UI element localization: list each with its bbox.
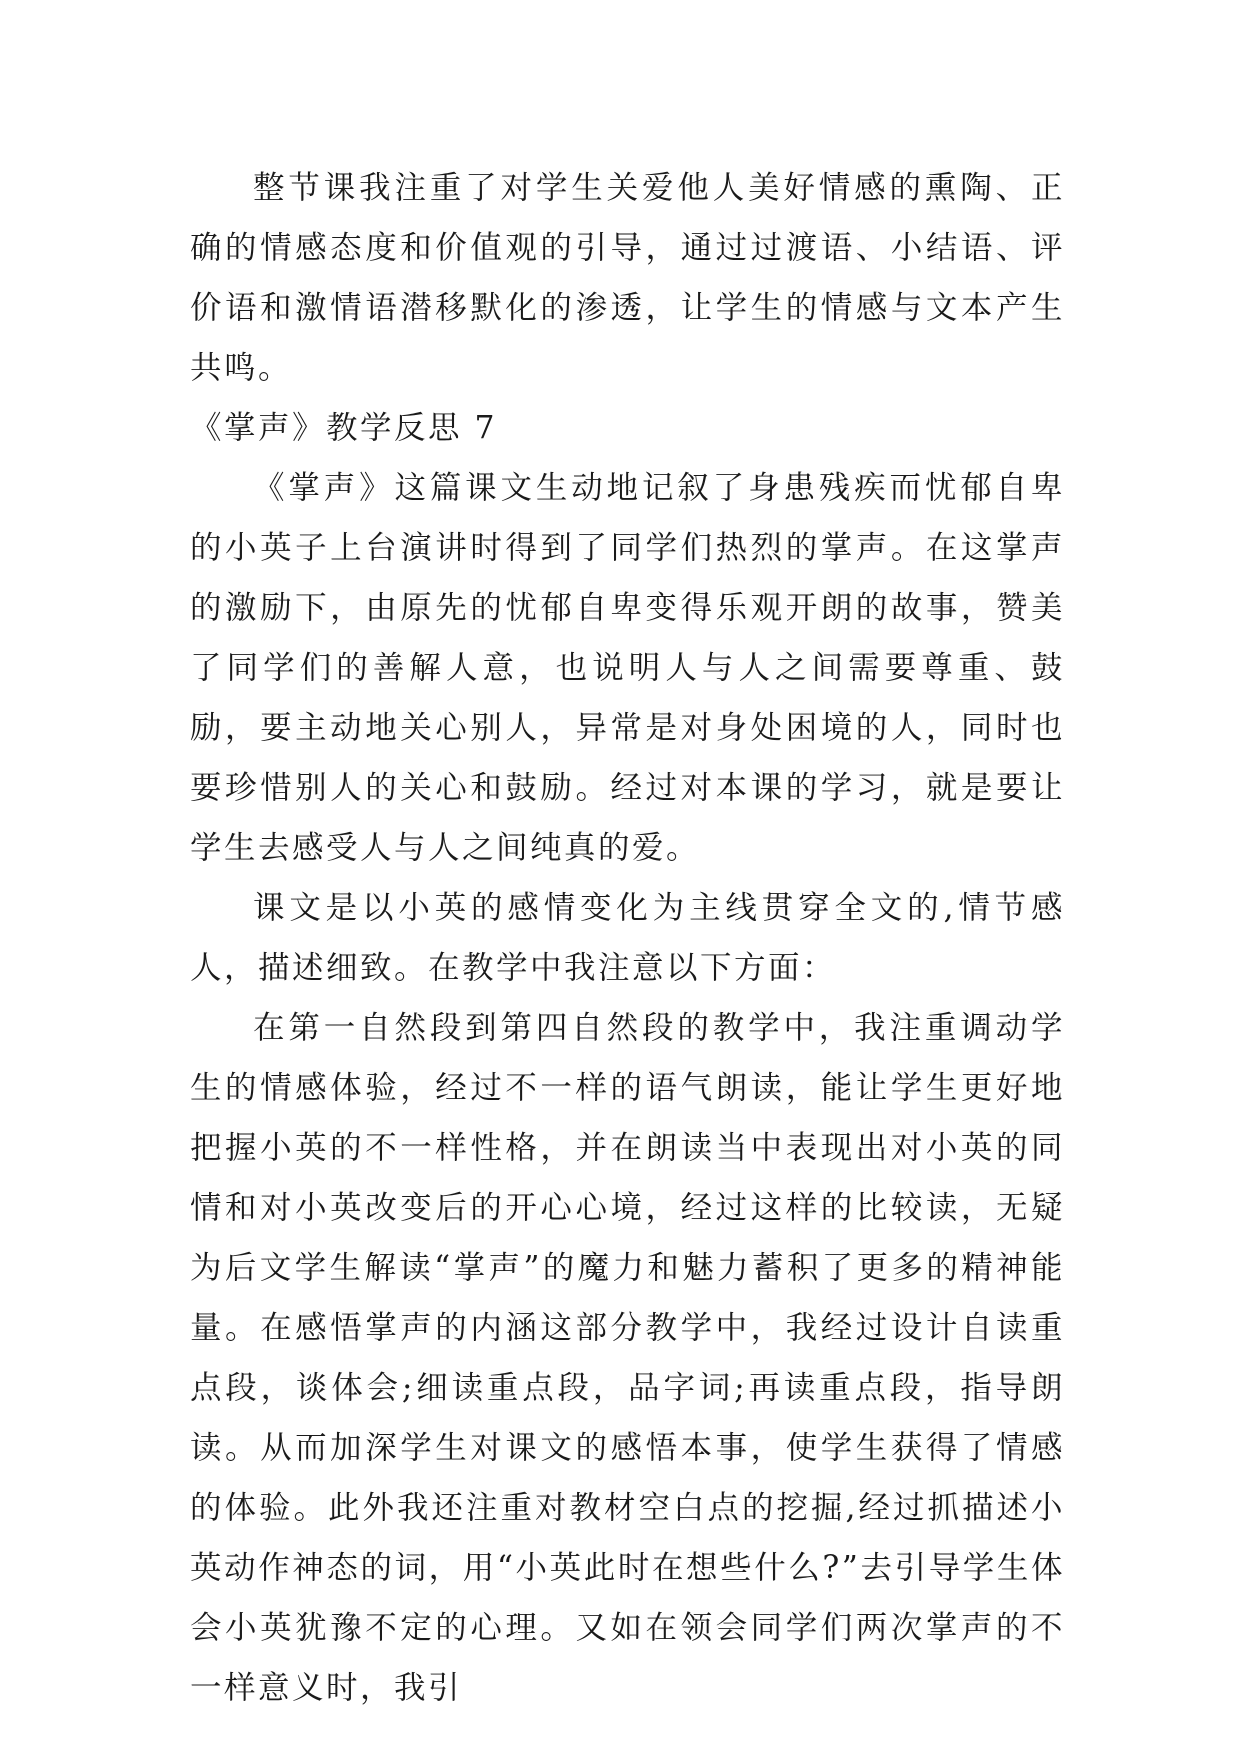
section-heading: 《掌声》教学反思 7 (190, 410, 498, 446)
document-body (190, 158, 1065, 1718)
paragraph-reflection-summary: 整节课我注重了对学生关爱他人美好情感的熏陶、正确的情感态度和价值观的引导，通过过渡语、小结语、评价语和激情语潜移默化的渗透，让学生的情感与文本产生共鸣。 (190, 170, 1065, 386)
paragraph-lesson-overview: 《掌声》这篇课文生动地记叙了身患残疾而忧郁自卑的小英子上台演讲时得到了同学们热烈的掌声。在这掌声的激励下，由原先的忧郁自卑变得乐观开朗的故事，赞美了同学们的善解人意，也说明人与人之间需要尊重、鼓励，要主动地关心别人，异常是对身处困境的人，同时也要珍惜别人的关心和鼓励。经过对本课的学习，就是要让学生去感受人与人之间纯真的爱。 (190, 470, 1065, 866)
paragraph-teaching-focus: 课文是以小英的感情变化为主线贯穿全文的,情节感人，描述细致。在教学中我注意以下方面： (190, 890, 1065, 986)
paragraph-teaching-details: 在第一自然段到第四自然段的教学中，我注重调动学生的情感体验，经过不一样的语气朗读，能让学生更好地把握小英的不一样性格，并在朗读当中表现出对小英的同情和对小英改变后的开心心境，经过这样的比较读，无疑为后文学生解读“掌声”的魔力和魅力蓄积了更多的精神能量。在感悟掌声的内涵这部分教学中，我经过设计自读重点段，谈体会;细读重点段，品字词;再读重点段，指导朗读。从而加深学生对课文的感悟本事，使学生获得了情感的体验。此外我还注重对教材空白点的挖掘,经过抓描述小英动作神态的词，用“小英此时在想些什么?”去引导学生体会小英犹豫不定的心理。又如在领会同学们两次掌声的不一样意义时，我引 (190, 1010, 1065, 1706)
